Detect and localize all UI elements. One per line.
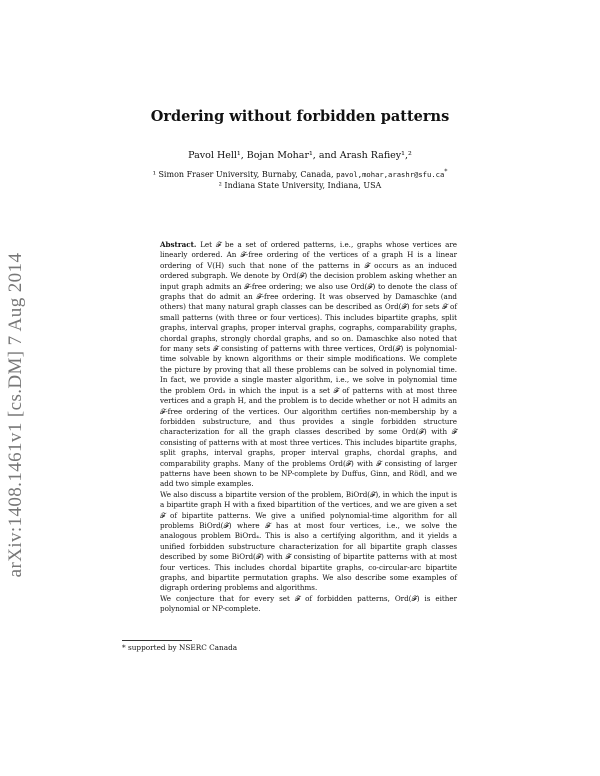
- affiliation-1-mark: *: [444, 168, 448, 176]
- footnote: * supported by NSERC Canada: [122, 643, 238, 652]
- author-emails: pavol,mohar,arashr@sfu.ca: [336, 170, 445, 179]
- affiliation-1: [60, 169, 540, 180]
- arxiv-identifier: arXiv:1408.1461v1 [cs.DM] 7 Aug 2014: [5, 252, 26, 578]
- abstract: [160, 240, 457, 615]
- abstract-paragraph-1: [160, 240, 457, 490]
- footnote-rule: [122, 640, 192, 641]
- abstract-paragraph-3: We conjecture that for every set 𝓕 of forbidden patterns, Ord(𝓕) is either polynomial or NP-complete.: [160, 593, 457, 614]
- affiliations: [60, 169, 540, 191]
- abstract-label: Abstract.: [160, 240, 197, 249]
- author-list: Pavol Hell¹, Bojan Mohar¹, and Arash Rafiey¹,²: [188, 150, 412, 161]
- abstract-paragraph-2: We also discuss a bipartite version of the problem, BiOrd(𝓕), in which the input is a bipartite graph H with a fixed bipartition of the vertices, and we are given a set 𝓕 of bipartite patterns. We give a unified polynomial-time algorithm for all problems BiOrd(𝓕) where 𝓕 has at most four vertices, i.e., we solve the analogous problem BiOrd₄. This is also a certifying algorithm, and it yields a unified forbidden substructure characterization for all bipartite graph classes described by some BiOrd(𝓕) with 𝓕 consisting of bipartite patterns with at most four vertices. This includes chordal bipartite graphs, co-circular-arc bipartite graphs, and bipartite permutation graphs. We also describe some examples of digraph ordering problems and algorithms.: [160, 489, 457, 593]
- affiliation-2: ² Indiana State University, Indiana, USA: [218, 181, 382, 190]
- arxiv-sidebar: [0, 165, 32, 665]
- paper-title: Ordering without forbidden patterns: [150, 108, 450, 125]
- abstract-text-1: Let 𝓕 be a set of ordered patterns, i.e., graphs whose vertices are linearly ordered. An 𝓕-free ordering of the vertices of a graph H is a linear ordering of V(H) such that none of the patterns in 𝓕 occurs as an induced ordered subgraph. We denote by Ord(𝓕) the decision problem asking whether an input graph admits an 𝓕-free ordering; we also use Ord(𝓕) to denote the class of graphs that do admit an 𝓕-free ordering. It was observed by Damaschke (and others) that many natural graph classes can be described as Ord(𝓕) for sets 𝓕 of small patterns (with three or four vertices). This includes bipartite graphs, split graphs, interval graphs, proper interval graphs, cographs, comparability graphs, chordal graphs, strongly chordal graphs, and so on. Damaschke also noted that for many sets 𝓕 consisting of patterns with three vertices, Ord(𝓕) is polynomial-time solvable by known algorithms or their simple modifications. We complete the picture by proving that all these problems can be solved in polynomial time. In fact, we provide a single master algorithm, i.e., we solve in polynomial time the problem Ord₃ in which the input is a set 𝓕 of patterns with at most three vertices and a graph H, and the problem is to decide whether or not H admits an 𝓕-free ordering of the vertices. Our algorithm certifies non-membership by a forbidden substructure, and thus provides a single forbidden structure characterization for all the graph classes described by some Ord(𝓕) with 𝓕 consisting of patterns with at most three vertices. This includes bipartite graphs, split graphs, interval graphs, proper interval graphs, chordal graphs, and comparability graphs. Many of the problems Ord(𝓕) with 𝓕 consisting of larger patterns have been shown to be NP-complete by Duffus, Ginn, and Rödl, and we add two simple examples.: [160, 240, 458, 489]
- affiliation-1-text: ¹ Simon Fraser University, Burnaby, Canada,: [152, 170, 334, 179]
